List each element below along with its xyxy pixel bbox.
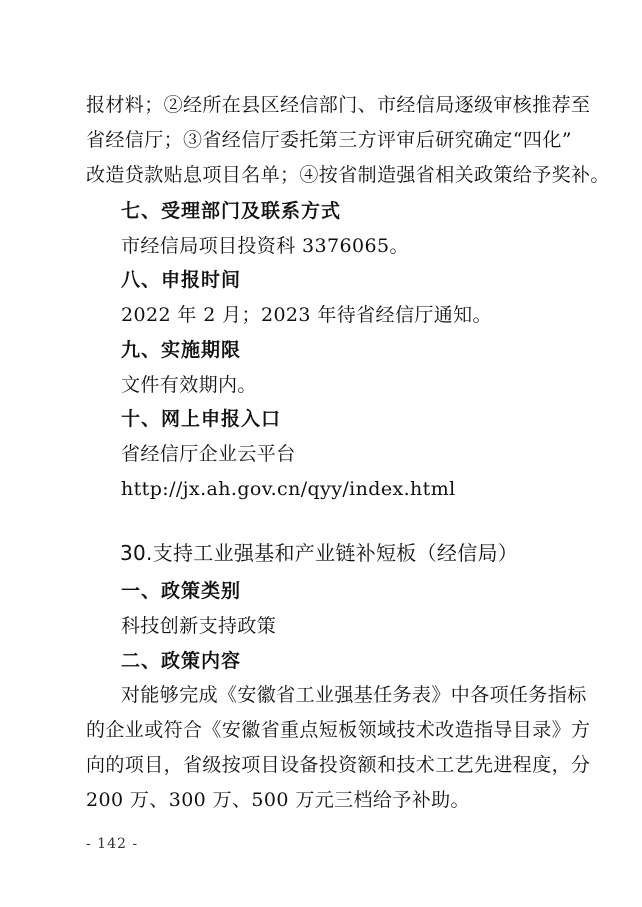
body-line-2: 省经信厅；③省经信厅委托第三方评审后研究确定“四化” [86, 129, 572, 151]
section-10-url: http://jx.ah.gov.cn/qyy/index.html [121, 478, 456, 500]
item-30-section-1-text: 科技创新支持政策 [121, 615, 277, 637]
item-30-section-2-line-3: 向的项目，省级按项目设备投资额和技术工艺先进程度，分 [86, 754, 591, 776]
section-8-heading: 八、申报时间 [121, 269, 242, 291]
item-30-title: 30.支持工业强基和产业链补短板（经信局） [120, 541, 519, 565]
section-7-text: 市经信局项目投资科 3376065。 [121, 235, 409, 257]
page-number: - 142 - [86, 836, 139, 852]
section-10-heading: 十、网上申报入口 [121, 408, 282, 430]
section-10-text: 省经信厅企业云平台 [121, 443, 296, 465]
item-30-section-2-line-1: 对能够完成《安徽省工业强基任务表》中各项任务指标 [121, 684, 587, 706]
body-line-1: 报材料；②经所在县区经信部门、市经信局逐级审核推荐至 [86, 94, 591, 116]
item-30-section-2-heading: 二、政策内容 [121, 650, 242, 672]
item-30-section-2-line-4: 200 万、300 万、500 万元三档给予补助。 [86, 789, 470, 811]
section-8-text: 2022 年 2 月；2023 年待省经信厅通知。 [121, 304, 492, 326]
section-9-heading: 九、实施期限 [121, 339, 242, 361]
section-7-heading: 七、受理部门及联系方式 [121, 200, 342, 222]
item-30-section-2-line-2: 的企业或符合《安徽省重点短板领域技术改造指导目录》方 [86, 719, 591, 741]
section-9-text: 文件有效期内。 [121, 374, 257, 396]
item-30-section-1-heading: 一、政策类别 [121, 580, 242, 602]
body-line-3: 改造贷款贴息项目名单；④按省制造强省相关政策给予奖补。 [86, 164, 610, 186]
